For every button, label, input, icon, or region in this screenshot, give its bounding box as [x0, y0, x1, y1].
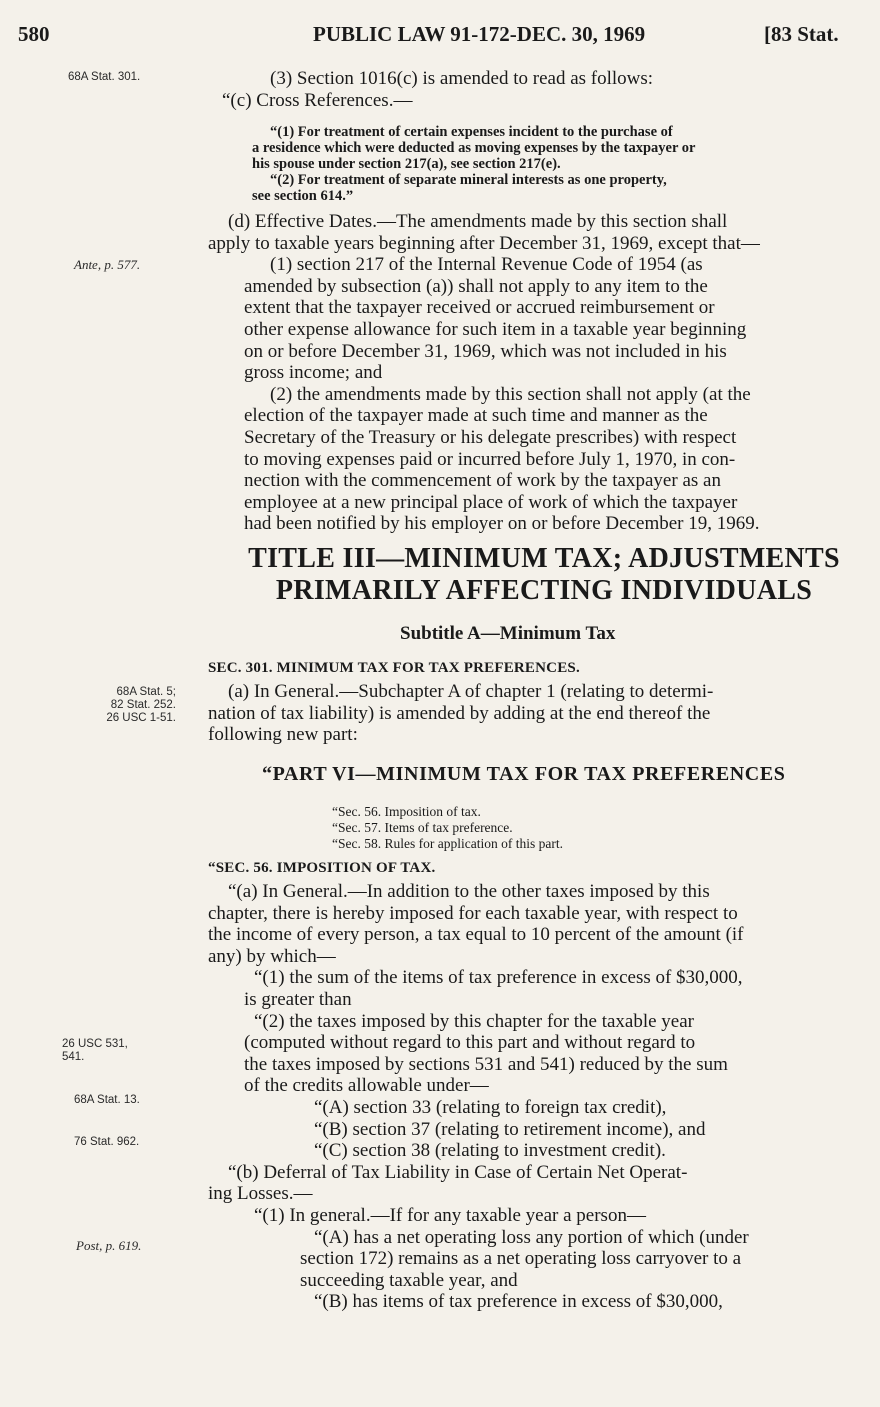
- toc-item: “Sec. 57. Items of tax preference.: [332, 820, 513, 835]
- table-of-contents: [332, 804, 563, 852]
- paragraph-heading: “(c) Cross References.—: [222, 90, 413, 111]
- quoted-text: “(1) For treatment of certain expenses incident to the purchase of a residence which were deducted as moving expenses by the taxpayer or his spouse under section 217(a), see section 217(e). “(2) For treatment of separate mineral interests as one property, see section 614.”: [252, 124, 696, 204]
- paragraph: “(a) In General.—In addition to the other taxes imposed by this chapter, there is hereby imposed for each taxable year, with respect to the income of every person, a tax equal to 10 percent of the amount (if any) by which— “(1) the sum of the items of tax preference in excess of $30,000, is greater than “(2) the taxes imposed by this chapter for the taxable year (computed without regard to this part and without regard to the taxes imposed by sections 531 and 541) reduced by the sum of the credits allowable under— “(A) section 33 (relating to foreign tax credit), “(B) section 37 (relating to retirement income), and “(C) section 38 (relating to investment credit). “(b) Deferral of Tax Liability in Case of Certain Net Operat- ing Losses.— “(1) In general.—If for any taxable year a person— “(A) has a net operating loss any portion of which (under section 172) remains as a net operating loss carryover to a succeeding taxable year, and “(B) has items of tax preference in excess of $30,000,: [208, 881, 749, 1313]
- margin-note: 26 USC 531, 541.: [62, 1038, 128, 1063]
- margin-note: 68A Stat. 13.: [74, 1094, 140, 1106]
- paragraph: (a) In General.—Subchapter A of chapter 1 (relating to determi- nation of tax liability) is amended by adding at the end thereof the following new part:: [208, 681, 714, 746]
- margin-note: 68A Stat. 5; 82 Stat. 252. 26 USC 1-51.: [106, 686, 176, 724]
- title-heading: TITLE III—MINIMUM TAX; ADJUSTMENTS PRIMARILY AFFECTING INDIVIDUALS: [248, 543, 840, 606]
- toc-item: “Sec. 58. Rules for application of this part.: [332, 836, 563, 851]
- page-header-title: PUBLIC LAW 91-172-DEC. 30, 1969: [313, 22, 646, 46]
- margin-note: 68A Stat. 301.: [68, 71, 141, 83]
- part-heading: “PART VI—MINIMUM TAX FOR TAX PREFERENCES: [262, 763, 786, 785]
- page-number: 580: [18, 22, 50, 46]
- toc-item: “Sec. 56. Imposition of tax.: [332, 804, 481, 819]
- paragraph: (d) Effective Dates.—The amendments made by this section shall apply to taxable years beginning after December 31, 1969, except that— (1) section 217 of the Internal Revenue Code of 1954 (as amended by subsection (a)) shall not apply to any item to the extent that the taxpayer received or accrued reimbursement or other expense allowance for such item in a taxable year beginning on or before December 31, 1969, which was not included in his gross income; and (2) the amendments made by this section shall not apply (at the election of the taxpayer made at such time and manner as the Secretary of the Treasury or his delegate prescribes) with respect to moving expenses paid or incurred before July 1, 1970, in con- nection with the commencement of work by the taxpayer as an employee at a new principal place of work of which the taxpayer had been notified by his employer on or before December 19, 1969.: [208, 211, 760, 535]
- section-heading: SEC. 301. MINIMUM TAX FOR TAX PREFERENCES.: [208, 660, 580, 676]
- margin-note: 76 Stat. 962.: [74, 1136, 140, 1148]
- subtitle-heading: Subtitle A—Minimum Tax: [400, 623, 616, 644]
- margin-note: Post, p. 619.: [76, 1238, 142, 1253]
- section-heading: “SEC. 56. IMPOSITION OF TAX.: [208, 860, 436, 876]
- margin-note: Ante, p. 577.: [74, 257, 141, 272]
- volume-reference: [83 Stat.: [764, 22, 839, 46]
- paragraph: (3) Section 1016(c) is amended to read as follows:: [270, 68, 654, 89]
